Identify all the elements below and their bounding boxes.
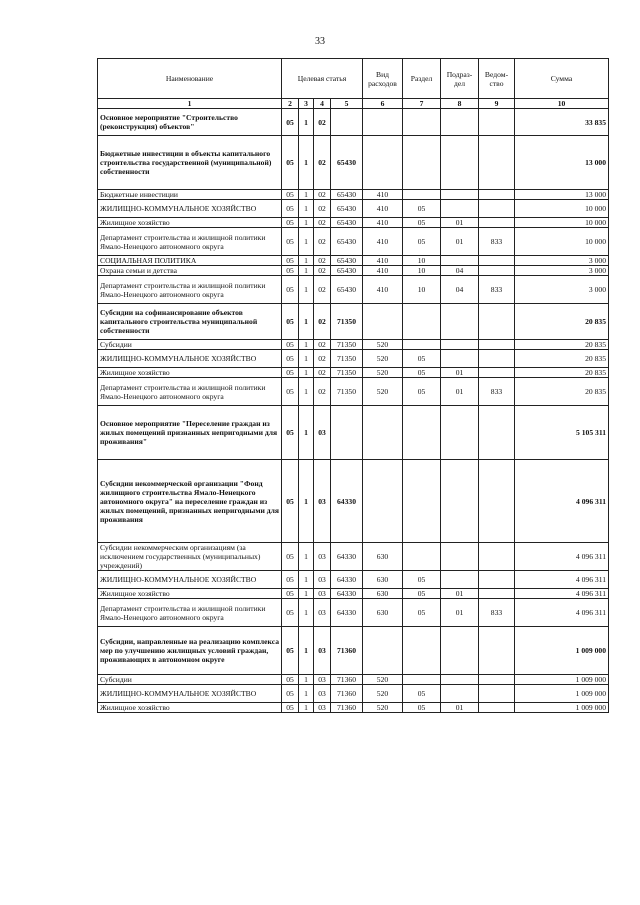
cell-department: 833 (479, 599, 515, 627)
cell-sum: 3 000 (515, 266, 609, 276)
cell-activity: 03 (314, 627, 331, 675)
cell-expense-type: 520 (363, 368, 403, 378)
cell-sum: 1 009 000 (515, 627, 609, 675)
cell-activity: 02 (314, 256, 331, 266)
cell-section: 05 (403, 599, 441, 627)
table-row (98, 675, 609, 685)
cell-sum: 4 096 311 (515, 571, 609, 589)
cell-subprogram: 1 (299, 276, 314, 304)
cell-program: 05 (282, 304, 299, 340)
cell-program: 05 (282, 406, 299, 460)
cell-department (479, 340, 515, 350)
cell-department (479, 543, 515, 571)
cell-section: 05 (403, 703, 441, 713)
cell-direction: 65430 (331, 266, 363, 276)
cell-department (479, 571, 515, 589)
cell-subprogram: 1 (299, 543, 314, 571)
header-section: Раздел (403, 59, 441, 99)
cell-section: 05 (403, 378, 441, 406)
cell-expense-type (363, 406, 403, 460)
cell-section (403, 627, 441, 675)
table-row (98, 350, 609, 368)
cell-activity: 03 (314, 685, 331, 703)
col-number: 4 (314, 99, 331, 109)
table-row (98, 256, 609, 266)
cell-expense-type: 410 (363, 218, 403, 228)
cell-direction: 65430 (331, 228, 363, 256)
cell-activity: 03 (314, 703, 331, 713)
header-subsection: Подраз-дел (441, 59, 479, 99)
cell-subprogram: 1 (299, 368, 314, 378)
cell-expense-type: 410 (363, 228, 403, 256)
cell-department (479, 350, 515, 368)
cell-section: 05 (403, 200, 441, 218)
cell-subsection (441, 256, 479, 266)
cell-direction: 65430 (331, 276, 363, 304)
table-row (98, 266, 609, 276)
cell-program: 05 (282, 543, 299, 571)
cell-sum: 5 105 311 (515, 406, 609, 460)
header-department: Ведом-ство (479, 59, 515, 99)
cell-subsection (441, 543, 479, 571)
cell-sum: 20 835 (515, 350, 609, 368)
cell-subsection (441, 340, 479, 350)
cell-subsection: 01 (441, 599, 479, 627)
col-number: 10 (515, 99, 609, 109)
cell-name: Субсидии, направленные на реализацию комплекса мер по улучшению жилищных условий граждан, проживающих в автономном округе (98, 627, 282, 675)
cell-subprogram: 1 (299, 266, 314, 276)
cell-activity: 02 (314, 350, 331, 368)
cell-sum: 10 000 (515, 228, 609, 256)
cell-sum: 4 096 311 (515, 543, 609, 571)
cell-subprogram: 1 (299, 228, 314, 256)
cell-section: 05 (403, 350, 441, 368)
cell-section: 05 (403, 228, 441, 256)
header-target-article: Целевая статья (282, 59, 363, 99)
cell-subsection: 01 (441, 378, 479, 406)
table-row (98, 627, 609, 675)
cell-subprogram: 1 (299, 675, 314, 685)
cell-subsection: 01 (441, 228, 479, 256)
cell-activity: 03 (314, 406, 331, 460)
cell-activity: 02 (314, 368, 331, 378)
cell-section: 05 (403, 218, 441, 228)
table-row (98, 109, 609, 136)
cell-sum: 20 835 (515, 340, 609, 350)
cell-program: 05 (282, 675, 299, 685)
cell-department (479, 627, 515, 675)
cell-direction: 71360 (331, 675, 363, 685)
col-number: 9 (479, 99, 515, 109)
cell-subprogram: 1 (299, 599, 314, 627)
cell-name: ЖИЛИЩНО-КОММУНАЛЬНОЕ ХОЗЯЙСТВО (98, 350, 282, 368)
cell-program: 05 (282, 589, 299, 599)
cell-program: 05 (282, 200, 299, 218)
cell-name: Департамент строительства и жилищной политики Ямало-Ненецкого автономного округа (98, 599, 282, 627)
cell-program: 05 (282, 571, 299, 589)
cell-program: 05 (282, 350, 299, 368)
table-row (98, 589, 609, 599)
cell-department (479, 703, 515, 713)
cell-subprogram: 1 (299, 406, 314, 460)
cell-expense-type (363, 304, 403, 340)
cell-department (479, 304, 515, 340)
budget-table (97, 58, 609, 713)
cell-department (479, 218, 515, 228)
cell-subsection: 04 (441, 276, 479, 304)
cell-section: 10 (403, 266, 441, 276)
cell-subsection (441, 460, 479, 543)
cell-subsection (441, 136, 479, 190)
table-row (98, 136, 609, 190)
cell-subprogram: 1 (299, 109, 314, 136)
cell-expense-type: 630 (363, 589, 403, 599)
cell-direction: 64330 (331, 543, 363, 571)
col-number: 2 (282, 99, 299, 109)
cell-subprogram: 1 (299, 627, 314, 675)
cell-subsection (441, 675, 479, 685)
cell-name: Основное мероприятие "Строительство (реконструкция) объектов" (98, 109, 282, 136)
cell-expense-type: 410 (363, 266, 403, 276)
page-number: 33 (315, 36, 325, 47)
cell-sum: 3 000 (515, 276, 609, 304)
cell-activity: 03 (314, 543, 331, 571)
cell-department (479, 406, 515, 460)
cell-section: 10 (403, 256, 441, 266)
cell-sum: 13 000 (515, 190, 609, 200)
cell-subprogram: 1 (299, 589, 314, 599)
cell-section (403, 304, 441, 340)
cell-activity: 02 (314, 200, 331, 218)
cell-subprogram: 1 (299, 136, 314, 190)
cell-name: Жилищное хозяйство (98, 218, 282, 228)
cell-name: Департамент строительства и жилищной политики Ямало-Ненецкого автономного округа (98, 276, 282, 304)
cell-sum: 20 835 (515, 304, 609, 340)
cell-section (403, 543, 441, 571)
cell-name: Бюджетные инвестиции (98, 190, 282, 200)
cell-direction: 65430 (331, 200, 363, 218)
cell-section: 05 (403, 571, 441, 589)
cell-name: Субсидии (98, 675, 282, 685)
cell-section (403, 675, 441, 685)
cell-direction: 71350 (331, 368, 363, 378)
table-row (98, 200, 609, 218)
cell-name: Охрана семьи и детства (98, 266, 282, 276)
cell-expense-type: 630 (363, 571, 403, 589)
cell-program: 05 (282, 256, 299, 266)
cell-department: 833 (479, 228, 515, 256)
cell-department: 833 (479, 378, 515, 406)
cell-sum: 1 009 000 (515, 675, 609, 685)
cell-subprogram: 1 (299, 190, 314, 200)
cell-program: 05 (282, 460, 299, 543)
cell-direction: 64330 (331, 599, 363, 627)
table-row (98, 276, 609, 304)
cell-subsection: 01 (441, 218, 479, 228)
header-expense-type: Вид расходов (363, 59, 403, 99)
cell-name: Субсидии некоммерческим организациям (за исключением государственных (муниципальных) учреждений) (98, 543, 282, 571)
cell-sum: 33 835 (515, 109, 609, 136)
cell-subprogram: 1 (299, 378, 314, 406)
cell-expense-type: 410 (363, 276, 403, 304)
col-number: 3 (299, 99, 314, 109)
cell-direction: 65430 (331, 190, 363, 200)
table-row (98, 703, 609, 713)
cell-sum: 4 096 311 (515, 589, 609, 599)
cell-subsection (441, 304, 479, 340)
cell-department (479, 368, 515, 378)
cell-expense-type: 520 (363, 675, 403, 685)
cell-subprogram: 1 (299, 304, 314, 340)
cell-name: ЖИЛИЩНО-КОММУНАЛЬНОЕ ХОЗЯЙСТВО (98, 200, 282, 218)
cell-program: 05 (282, 228, 299, 256)
cell-subsection: 01 (441, 589, 479, 599)
cell-subsection (441, 627, 479, 675)
cell-subsection (441, 571, 479, 589)
cell-name: Бюджетные инвестиции в объекты капитального строительства государственной (муниципальной) собственности (98, 136, 282, 190)
cell-expense-type: 520 (363, 350, 403, 368)
cell-expense-type: 520 (363, 340, 403, 350)
cell-department (479, 109, 515, 136)
col-number: 8 (441, 99, 479, 109)
table-row (98, 685, 609, 703)
table-row (98, 571, 609, 589)
cell-direction: 71350 (331, 350, 363, 368)
cell-program: 05 (282, 368, 299, 378)
cell-sum: 1 009 000 (515, 685, 609, 703)
cell-direction: 64330 (331, 460, 363, 543)
cell-subsection (441, 406, 479, 460)
cell-name: ЖИЛИЩНО-КОММУНАЛЬНОЕ ХОЗЯЙСТВО (98, 685, 282, 703)
cell-activity: 02 (314, 276, 331, 304)
cell-expense-type (363, 460, 403, 543)
cell-program: 05 (282, 378, 299, 406)
cell-section: 05 (403, 685, 441, 703)
cell-department (479, 200, 515, 218)
cell-section: 05 (403, 589, 441, 599)
cell-name: ЖИЛИЩНО-КОММУНАЛЬНОЕ ХОЗЯЙСТВО (98, 571, 282, 589)
cell-department (479, 136, 515, 190)
col-number: 6 (363, 99, 403, 109)
col-number: 1 (98, 99, 282, 109)
cell-direction (331, 109, 363, 136)
cell-name: Субсидии (98, 340, 282, 350)
cell-direction: 71350 (331, 304, 363, 340)
cell-subsection (441, 350, 479, 368)
cell-department (479, 256, 515, 266)
cell-sum: 3 000 (515, 256, 609, 266)
cell-name: СОЦИАЛЬНАЯ ПОЛИТИКА (98, 256, 282, 266)
cell-activity: 03 (314, 589, 331, 599)
cell-program: 05 (282, 109, 299, 136)
cell-department (479, 190, 515, 200)
cell-subsection (441, 200, 479, 218)
cell-sum: 20 835 (515, 368, 609, 378)
cell-expense-type: 520 (363, 685, 403, 703)
cell-program: 05 (282, 276, 299, 304)
cell-direction: 65430 (331, 136, 363, 190)
cell-activity: 03 (314, 571, 331, 589)
cell-name: Субсидии некоммерческой организации "Фонд жилищного строительства Ямало-Ненецкого автономного округа" на переселение граждан из жилых помещений, признанных непригодными для проживания (98, 460, 282, 543)
cell-expense-type: 410 (363, 256, 403, 266)
cell-expense-type: 520 (363, 378, 403, 406)
column-numbers-row (98, 99, 609, 109)
cell-expense-type (363, 627, 403, 675)
cell-program: 05 (282, 266, 299, 276)
cell-expense-type: 410 (363, 200, 403, 218)
cell-expense-type: 410 (363, 190, 403, 200)
cell-name: Департамент строительства и жилищной политики Ямало-Ненецкого автономного округа (98, 378, 282, 406)
cell-expense-type (363, 109, 403, 136)
cell-activity: 03 (314, 675, 331, 685)
table-row (98, 378, 609, 406)
cell-program: 05 (282, 340, 299, 350)
cell-section: 05 (403, 368, 441, 378)
cell-activity: 02 (314, 109, 331, 136)
table-row (98, 304, 609, 340)
cell-activity: 02 (314, 304, 331, 340)
cell-section: 10 (403, 276, 441, 304)
cell-name: Субсидии на софинансирование объектов капитального строительства муниципальной собственности (98, 304, 282, 340)
cell-subsection: 01 (441, 703, 479, 713)
cell-name: Жилищное хозяйство (98, 368, 282, 378)
cell-expense-type: 520 (363, 703, 403, 713)
cell-subprogram: 1 (299, 460, 314, 543)
cell-subprogram: 1 (299, 685, 314, 703)
cell-name: Департамент строительства и жилищной политики Ямало-Ненецкого автономного округа (98, 228, 282, 256)
table-row (98, 406, 609, 460)
cell-direction (331, 406, 363, 460)
cell-department (479, 460, 515, 543)
cell-activity: 03 (314, 460, 331, 543)
cell-subsection (441, 190, 479, 200)
cell-activity: 02 (314, 228, 331, 256)
cell-program: 05 (282, 218, 299, 228)
cell-subprogram: 1 (299, 218, 314, 228)
table-row (98, 190, 609, 200)
cell-department (479, 675, 515, 685)
cell-direction: 65430 (331, 218, 363, 228)
cell-expense-type: 630 (363, 599, 403, 627)
cell-department (479, 266, 515, 276)
cell-sum: 4 096 311 (515, 599, 609, 627)
cell-section (403, 190, 441, 200)
cell-activity: 02 (314, 218, 331, 228)
cell-sum: 10 000 (515, 200, 609, 218)
cell-section (403, 406, 441, 460)
col-number: 5 (331, 99, 363, 109)
cell-sum: 13 000 (515, 136, 609, 190)
table-row (98, 599, 609, 627)
cell-sum: 10 000 (515, 218, 609, 228)
cell-subprogram: 1 (299, 703, 314, 713)
cell-department (479, 685, 515, 703)
cell-activity: 03 (314, 599, 331, 627)
table-row (98, 460, 609, 543)
cell-name: Жилищное хозяйство (98, 703, 282, 713)
cell-sum: 4 096 311 (515, 460, 609, 543)
cell-direction: 71360 (331, 627, 363, 675)
cell-subprogram: 1 (299, 340, 314, 350)
cell-section (403, 136, 441, 190)
cell-program: 05 (282, 685, 299, 703)
table-row (98, 368, 609, 378)
cell-direction: 64330 (331, 589, 363, 599)
cell-subprogram: 1 (299, 256, 314, 266)
cell-activity: 02 (314, 378, 331, 406)
cell-section (403, 109, 441, 136)
table-row (98, 228, 609, 256)
cell-subsection (441, 685, 479, 703)
table-row (98, 543, 609, 571)
cell-sum: 1 009 000 (515, 703, 609, 713)
cell-activity: 02 (314, 190, 331, 200)
col-number: 7 (403, 99, 441, 109)
cell-direction: 64330 (331, 571, 363, 589)
cell-section (403, 460, 441, 543)
cell-activity: 02 (314, 340, 331, 350)
cell-activity: 02 (314, 136, 331, 190)
cell-direction: 71350 (331, 340, 363, 350)
cell-subprogram: 1 (299, 350, 314, 368)
cell-subsection (441, 109, 479, 136)
cell-name: Жилищное хозяйство (98, 589, 282, 599)
cell-department (479, 589, 515, 599)
cell-department: 833 (479, 276, 515, 304)
cell-sum: 20 835 (515, 378, 609, 406)
cell-program: 05 (282, 599, 299, 627)
cell-subprogram: 1 (299, 200, 314, 218)
cell-subsection: 01 (441, 368, 479, 378)
cell-program: 05 (282, 627, 299, 675)
cell-direction: 65430 (331, 256, 363, 266)
cell-direction: 71360 (331, 685, 363, 703)
cell-section (403, 340, 441, 350)
cell-direction: 71350 (331, 378, 363, 406)
cell-subsection: 04 (441, 266, 479, 276)
header-sum: Сумма (515, 59, 609, 99)
cell-subprogram: 1 (299, 571, 314, 589)
table-row (98, 340, 609, 350)
cell-expense-type (363, 136, 403, 190)
table-row (98, 218, 609, 228)
cell-direction: 71360 (331, 703, 363, 713)
cell-program: 05 (282, 136, 299, 190)
header-name: Наименование (98, 59, 282, 99)
cell-activity: 02 (314, 266, 331, 276)
cell-program: 05 (282, 703, 299, 713)
cell-expense-type: 630 (363, 543, 403, 571)
cell-program: 05 (282, 190, 299, 200)
cell-name: Основное мероприятие "Переселение граждан из жилых помещений признанных непригодными для проживания" (98, 406, 282, 460)
